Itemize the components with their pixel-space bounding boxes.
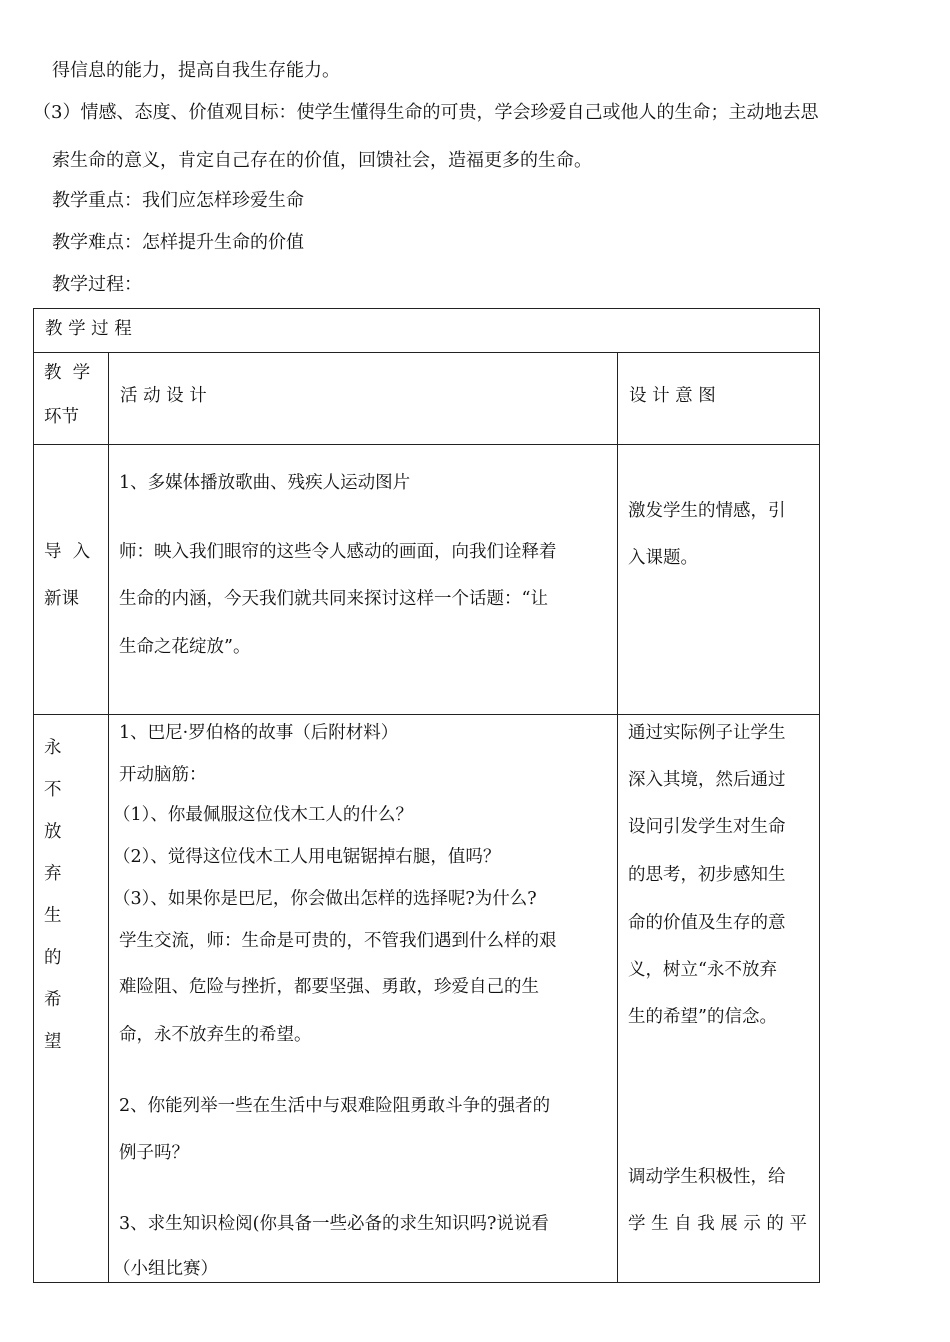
stage-char: 永 [44, 738, 62, 758]
stage-char: 生 [44, 906, 62, 926]
activity-line: 2、你能列举一些在生活中与艰难险阻勇敢斗争的强者的 [119, 1096, 551, 1116]
activity-line: （3）、如果你是巴尼，你会做出怎样的选择呢?为什么? [113, 889, 537, 909]
activity-line: （2）、觉得这位伐木工人用电锯锯掉右腿，值吗？ [113, 847, 501, 867]
activity-line: 开动脑筋： [119, 765, 207, 785]
activity-cell-intro [109, 445, 618, 715]
intent-line: 命的价值及生存的意 [628, 913, 786, 933]
intent-cell-intro [618, 445, 820, 715]
activity-line: （1）、你最佩服这位伐木工人的什么？ [113, 805, 413, 825]
header-activity-cell [109, 353, 618, 445]
intent-intro-line: 入课题。 [628, 548, 698, 568]
intent-line: 调动学生积极性，给 [628, 1167, 786, 1187]
key-point: 教学重点：我们应怎样珍爱生命 [52, 190, 304, 211]
stage-char: 希 [44, 990, 62, 1010]
intent-cell-never-give-up [618, 715, 820, 1283]
stage-char: 望 [44, 1032, 62, 1052]
intent-intro-line: 激发学生的情感，引 [628, 501, 786, 521]
activity-intro-line: 1、多媒体播放歌曲、残疾人运动图片 [119, 473, 411, 493]
intent-line: 深入其境，然后通过 [628, 770, 786, 790]
activity-line: 1、巴尼·罗伯格的故事（后附材料） [119, 723, 399, 743]
stage-cell-never-give-up [34, 715, 109, 1283]
header-activity: 活 动 设 计 [120, 386, 207, 406]
goal3-line-2: 索生命的意义，肯定自己存在的价值，回馈社会，造福更多的生命。 [52, 150, 592, 171]
intro-line-1: 得信息的能力，提高自我生存能力。 [52, 60, 340, 81]
activity-line: 命，永不放弃生的希望。 [119, 1025, 312, 1045]
activity-intro-line: 生命之花绽放”。 [119, 637, 251, 657]
activity-line: 3、求生知识检阅(你具备一些必备的求生知识吗?说说看 [119, 1214, 549, 1234]
intent-line: 的思考，初步感知生 [628, 865, 786, 885]
teaching-process-table [33, 308, 820, 1283]
header-stage-cell [34, 353, 109, 445]
stage-vertical-text [44, 727, 62, 1063]
activity-intro-line: 师：映入我们眼帘的这些令人感动的画面，向我们诠释着 [119, 542, 557, 562]
intent-line: 义，树立“永不放弃 [628, 960, 777, 980]
table-title-cell [34, 309, 820, 353]
stage-char: 的 [44, 948, 62, 968]
process-label: 教学过程： [52, 274, 142, 295]
difficulty: 教学难点：怎样提升生命的价值 [52, 232, 304, 253]
table-title-row [34, 309, 820, 353]
activity-line: 例子吗？ [119, 1143, 189, 1163]
stage-intro-line-1: 导 入 [44, 542, 91, 562]
activity-line: 难险阻、危险与挫折，都要坚强、勇敢，珍爱自己的生 [119, 977, 539, 997]
activity-line: 学生交流，师：生命是可贵的，不管我们遇到什么样的艰 [119, 931, 557, 951]
table-title: 教 学 过 程 [45, 319, 132, 339]
header-intent-cell [618, 353, 820, 445]
intent-line: 学 生 自 我 展 示 的 平 [628, 1214, 807, 1234]
stage-char: 弃 [44, 864, 62, 884]
header-intent: 设 计 意 图 [629, 386, 716, 406]
activity-line: （小组比赛） [113, 1259, 218, 1279]
stage-char: 不 [44, 780, 62, 800]
header-stage-line-2: 环节 [44, 407, 79, 427]
intent-line: 生的希望”的信念。 [628, 1007, 777, 1027]
stage-intro-line-2: 新课 [44, 589, 79, 609]
table-row-intro [34, 445, 820, 715]
table-row-never-give-up [34, 715, 820, 1283]
activity-intro-line: 生命的内涵，今天我们就共同来探讨这样一个话题：“让 [119, 589, 548, 609]
table-header-row [34, 353, 820, 445]
header-stage-line-1: 教 学 [44, 363, 91, 383]
intent-line: 设问引发学生对生命 [628, 817, 786, 837]
activity-cell-never-give-up [109, 715, 618, 1283]
goal3-line-1: （3）情感、态度、价值观目标：使学生懂得生命的可贵，学会珍爱自己或他人的生命；主动地去思 [33, 102, 819, 123]
stage-cell-intro [34, 445, 109, 715]
intent-line: 通过实际例子让学生 [628, 723, 786, 743]
stage-char: 放 [44, 822, 62, 842]
